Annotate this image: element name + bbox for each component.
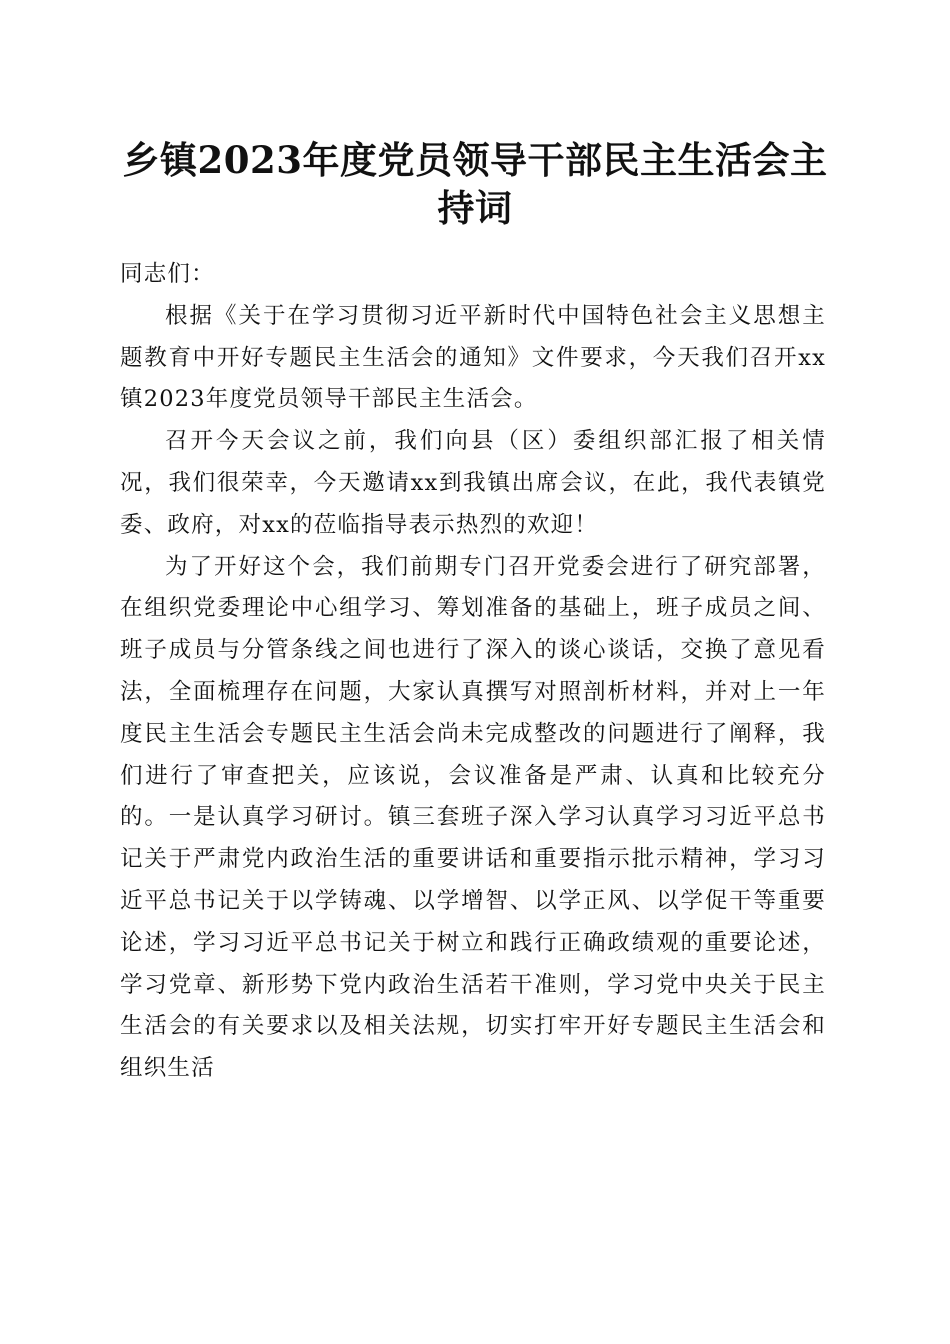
document-title: 乡镇2023年度党员领导干部民主生活会主持词: [122, 138, 828, 230]
paragraph-1: 根据《关于在学习贯彻习近平新时代中国特色社会主义思想主题教育中开好专题民主生活会的通知》文件要求，今天我们召开xx镇2023年度党员领导干部民主生活会。: [120, 302, 826, 413]
document-body: [120, 254, 826, 1090]
salutation: 同志们：: [120, 261, 215, 287]
paragraph-3: 为了开好这个会，我们前期专门召开党委会进行了研究部署，在组织党委理论中心组学习、筹划准备的基础上，班子成员之间、班子成员与分管条线之间也进行了深入的谈心谈话，交换了意见看法，全面梳理存在问题，大家认真撰写对照剖析材料，并对上一年度民主生活会专题民主生活会尚未完成整改的问题进行了阐释，我们进行了审查把关，应该说，会议准备是严肃、认真和比较充分的。一是认真学习研讨。镇三套班子深入学习认真学习习近平总书记关于严肃党内政治生活的重要讲话和重要指示批示精神，学习习近平总书记关于以学铸魂、以学增智、以学正风、以学促干等重要论述，学习习近平总书记关于树立和践行正确政绩观的重要论述，学习党章、新形势下党内政治生活若干准则，学习党中央关于民主生活会的有关要求以及相关法规，切实打牢开好专题民主生活会和组织生活: [120, 553, 826, 1082]
paragraph-2: 召开今天会议之前，我们向县（区）委组织部汇报了相关情况，我们很荣幸，今天邀请xx到我镇出席会议，在此，我代表镇党委、政府，对xx的莅临指导表示热烈的欢迎！: [120, 428, 826, 538]
